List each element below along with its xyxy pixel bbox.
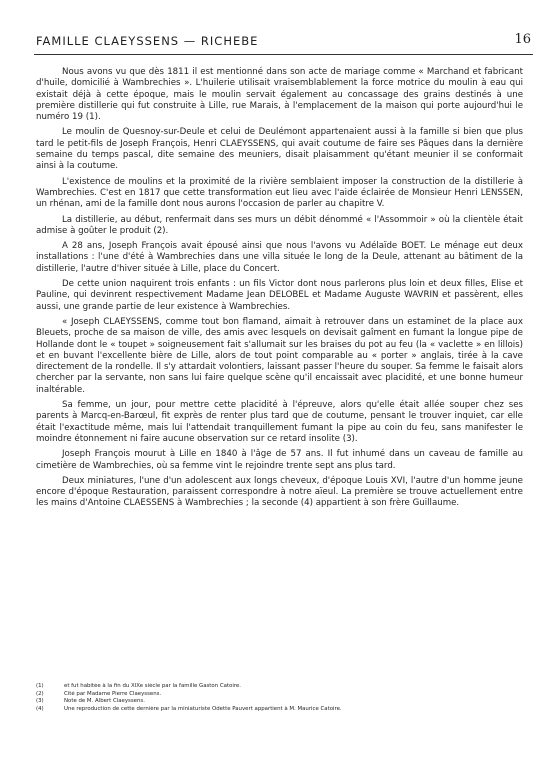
paragraph: La distillerie, au début, renfermait dans ses murs un débit dénommé « l'Assommoir » où la clientèle était admise à goûter le produit (2). bbox=[36, 214, 523, 236]
paragraph: « Joseph CLAEYSSENS, comme tout bon flamand, aimait à retrouver dans un estaminet de la place aux Bleuets, proche de sa maison de ville, des amis avec lesquels on devisait gaîment en fumant la longue pipe de Hollande dont le « toupet » soigneusement fait s'allumait sur les braises du pot au feu (la « vaclette » en lillois) et en buvant l'excellente bière de Lille, alors de tout point comparable au « porter » anglais, tirée à la cave directement de la rondelle. Il s'y attardait volontiers, laissant passer l'heure du souper. Sa femme le faisait alors chercher par la servante, non sans lui faire quelque scène qu'il encaissait avec placidité, et une bonne humeur inaltérable. bbox=[36, 316, 523, 395]
page-number: 16 bbox=[514, 32, 531, 47]
footnotes bbox=[36, 683, 523, 714]
footnote bbox=[36, 706, 523, 714]
footnote-number: (1) bbox=[36, 683, 44, 689]
running-title: FAMILLE CLAEYSSENS — RICHEBE bbox=[36, 34, 259, 48]
paragraph: Sa femme, un jour, pour mettre cette placidité à l'épreuve, alors qu'elle était allée souper chez ses parents à Marcq-en-Barœul, fit exprès de renter plus tard que de coutume, pensant le trouver inquiet, car elle était l'exactitude même, mais lui l'attendait tranquillement fumant la pipe au coin du feu, sans manifester le moindre étonnement ni faire aucune observation sur ce retard insolite (3). bbox=[36, 400, 523, 444]
footnote-number: (3) bbox=[36, 698, 44, 705]
footnote bbox=[36, 683, 523, 691]
footnote bbox=[36, 698, 523, 706]
footnote-text: Cité par Madame Pierre Claeyssens. bbox=[64, 690, 162, 697]
footnote-text: Note de M. Albert Claeyssens. bbox=[64, 698, 145, 705]
paragraph: Le moulin de Quesnoy-sur-Deule et celui de Deulémont appartenaient aussi à la famille si bien que plus tard le petit-fils de Joseph François, Henri CLAEYSSENS, qui avait coutume de faire ses Pâques dans la dernière semaine du temps pascal, dite semaine des meuniers, disait plaisamment qu'étant meunier il se conformait ainsi à la coutume. bbox=[36, 127, 523, 172]
paragraph: A 28 ans, Joseph François avait épousé ainsi que nous l'avons vu Adélaïde BOET. Le ménage eut deux installations : l'une d'été à Wambrechies dans une villa située le long de la Deule, attenant au bâtiment de la distillerie, l'autre d'hiver située à Lille, place du Concert. bbox=[36, 241, 523, 274]
paragraph: Deux miniatures, l'une d'un adolescent aux longs cheveux, d'époque Louis XVI, l'autre d'un homme jeune encore d'époque Restauration, paraissent correspondre à notre aïeul. La première se trouve actuellement entre les mains d'Antoine CLAESSENS à Wambrechies ; la seconde (4) appartient à son frère Guillaume. bbox=[36, 475, 523, 509]
footnote-text: et fut habitée à la fin du XIXe siècle par la famille Gaston Catoire. bbox=[64, 683, 241, 689]
footnote-number: (4) bbox=[36, 706, 44, 713]
footnote-text: Une reproduction de cette dernière par la miniaturiste Odette Pauvert appartient à M. Maurice Catoire. bbox=[64, 706, 342, 713]
paragraph: Joseph François mourut à Lille en 1840 à l'âge de 57 ans. Il fut inhumé dans un caveau de famille au cimetière de Wambrechies, où sa femme vint le rejoindre trente sept ans plus tard. bbox=[36, 449, 523, 471]
footnote bbox=[36, 691, 523, 699]
header-rule bbox=[34, 54, 533, 55]
paragraph: Nous avons vu que dès 1811 il est mentionné dans son acte de mariage comme « Marchand et fabricant d'huile, domicilié à Wambrechies ». L'huilerie utilisait vraisemblablement la force motrice du moulin à eau qui existait déjà à cette époque, mais le moulin servait également au concassage des grains destinés à une première distillerie qui fut construite à Lille, rue Marais, à l'emplacement de la maison qui porte aujourd'hui le numéro 19 (1). bbox=[36, 67, 523, 123]
paragraph: L'existence de moulins et la proximité de la rivière semblaient imposer la construction de la distillerie à Wambrechies. C'est en 1817 que cette transformation eut lieu avec l'aide éclairée de Monsieur Henri LENSSEN, un rhénan, ami de la famille dont nous aurons l'occasion de parler au chapitre V. bbox=[36, 176, 523, 210]
footnote-number: (2) bbox=[36, 690, 44, 697]
page-header bbox=[36, 32, 531, 52]
paragraph: De cette union naquirent trois enfants : un fils Victor dont nous parlerons plus loin et deux filles, Elise et Pauline, qui devinrent respectivement Madame Jean DELOBEL et Madame Auguste WAVRIN et passèrent, elles aussi, une grande partie de leur existence à Wambrechies. bbox=[36, 279, 523, 312]
body-text bbox=[36, 67, 523, 514]
